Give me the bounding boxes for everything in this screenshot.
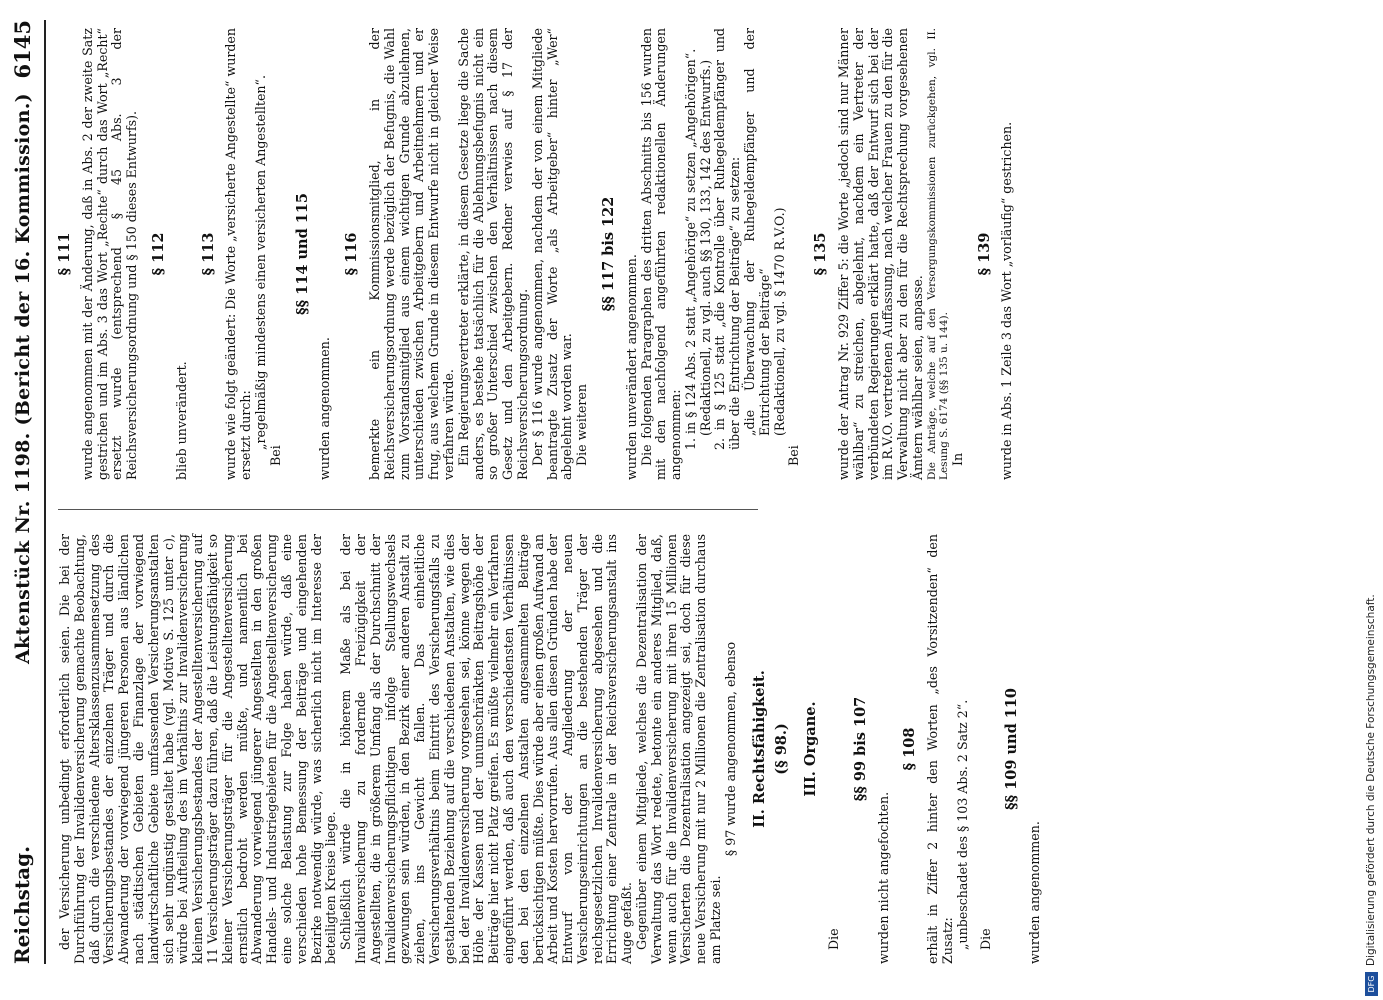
paragraph: Bei xyxy=(267,445,283,466)
paragraph: erhält in Ziffer 2 hinter den Worten „des Vorsitzenden“ den Zusatz: xyxy=(925,534,956,964)
chapter-heading: II. Rechtsfähigkeit. xyxy=(750,670,768,828)
header-title: Aktenstück Nr. 1198. (Bericht der 16. Kommission.) xyxy=(12,93,34,664)
credit-text: Digitalisierung gefördert durch die Deutsche Forschungsgemeinschaft. xyxy=(1365,594,1377,966)
paragraph: wurde wie folgt geändert: Die Worte „versicherte Angestellte“ wurden ersetzt durch: xyxy=(223,28,254,480)
paragraph: Gegenüber einem Mitgliede, welches die Dezentralisation der Verwaltung das Wort redete, betonte ein anderes Mitglied, daß, wenn auch für die Invalidenversicherung mit ihren 15 Millionen Versicherten die Dezentralisation angezeigt sei, doch für diese neue Versicherung mit nur 2 Millionen die Zentralisation durchaus am Platze sei. xyxy=(634,534,724,964)
paragraph: wurden angenommen. xyxy=(317,337,333,480)
paragraph: Bei xyxy=(786,445,802,466)
digitization-credit xyxy=(1361,0,1383,1000)
list-item-note: (Redaktionell, zu vgl. § 1470 R.V.O.) xyxy=(771,207,787,436)
paragraph: Der § 116 wurde angenommen, nachdem der von einem Mitgliede beantragte Zusatz der Worte „als Arbeitgeber“ hinter „Wer“ abgelehnt worden war. xyxy=(529,28,575,480)
paragraph: Schließlich würde die in höherem Maße als bei der Invalidenversicherung zu fordernde Freizügigkeit der Angestellten, die in größerem Umfang als der Durchschnitt der Invalidenversicherungspflichtigen infolge Stellungswechsels gezwungen sein würden, in den Bezirk einer anderen Anstalt zu ziehen, ins Gewicht fallen. Das einheitliche Versicherungsverhältnis beim Eintritt des Versicherungsfalls zu gestaltenden Beziehung auf die verschiedenen Anstalten, wie dies bei der Invalidenversicherung vorgesehen sei, könne wegen der Höhe der Kassen und der unumschränkten Beitragshöhe der Beiträge hier nicht Platz greifen. Es müßte vielmehr ein Verfahren eingeführt werden, daß auch den verschiedensten Verhältnissen den bei den einzelnen Anstalten angesammelten Beiträge berücksichtigen müßte. Dies würde aber einen großen Aufwand an Arbeit und Kosten hervorrufen. Aus allen diesen Gründen habe der Entwurf von der Angliederung der neuen Versicherungseinrichtungen an die bestehenden Träger der reichsgesetzlichen Invalidenversicherung abgesehen und die Errichtung einer Zentrale in der Reichsversicherungsanstalt ins Auge gefaßt. xyxy=(338,534,635,964)
paragraph: Die weiteren xyxy=(574,384,590,466)
paragraph: blieb unverändert. xyxy=(173,361,189,480)
section-heading: §§ 117 bis 122 xyxy=(599,196,617,312)
list-item-note: (Redaktionell, zu vgl. auch §§ 130, 133, 142 des Entwurfs.) xyxy=(697,59,713,436)
column-divider xyxy=(58,509,758,510)
paragraph: Die xyxy=(977,928,993,950)
paragraph: „unbeschadet des § 103 Abs. 2 Satz 2“. xyxy=(954,699,970,950)
section-heading: (§ 98.) xyxy=(773,723,791,775)
paragraph: Die xyxy=(826,928,842,950)
dfg-logo-icon: DFG xyxy=(1365,972,1378,996)
left-column xyxy=(58,534,1043,964)
paragraph: wurde angenommen mit der Änderung, daß in Abs. 2 der zweite Satz gestrichen und im Abs. 3 das Wort „Rechte“ durch das Wort „Recht“ ersetzt wurde (entsprechend § 45 Abs. 3 der Reichsversicherungsordnung und § 150 dieses Entwurfs). xyxy=(79,28,140,480)
list-item: 2. in § 125 statt „die Kontrolle über Ruhegeldempfänger und über die Entrichtung der Beiträge“ zu setzen: xyxy=(712,28,743,450)
section-heading: § 116 xyxy=(343,232,361,276)
paragraph: Ein Regierungsvertreter erklärte, in diesem Gesetze liege die Sache anders, es bestehe tatsächlich für die Ablehnungsbefugnis nicht ein so großer Unterschied zwischen den Verhältnissen nach diesem Gesetz und den Arbeitgebern. Redner verwies auf § 17 der Reichsversicherungsordnung. xyxy=(455,28,530,480)
paragraph: In xyxy=(949,452,965,466)
paragraph: wurden unverändert angenommen. xyxy=(623,254,639,480)
paragraph: wurden nicht angefochten. xyxy=(875,791,891,964)
page-header xyxy=(4,20,46,964)
section-heading: § 111 xyxy=(56,232,73,276)
paragraph: wurde in Abs. 1 Zeile 3 das Wort „vorläufig“ gestrichen. xyxy=(999,121,1015,480)
list-item-quote: „die Überwachung der Ruhegeldempfänger und der Entrichtung der Beiträge“ xyxy=(742,28,772,436)
section-heading: §§ 109 und 110 xyxy=(1003,687,1021,811)
footnote: Die Anträge, welche auf den Versorgungskommissionen zurückgehen, vgl. II. Lesung S. 6174 (§§ 135 u. 144). xyxy=(925,28,951,480)
right-column xyxy=(58,28,1015,480)
paragraph: wurden angenommen. xyxy=(1027,821,1043,964)
paragraph: „regelmäßig mindestens einen versicherten Angestellten“. xyxy=(252,75,268,450)
chapter-heading: III. Organe. xyxy=(802,701,820,797)
section-heading: § 113 xyxy=(199,232,217,276)
section-heading: § 108 xyxy=(901,727,919,771)
section-heading: § 135 xyxy=(812,232,830,276)
section-heading: § 112 xyxy=(149,232,167,276)
list-item: 1. in § 124 Abs. 2 statt „Angehörige“ zu setzen „Angehörigen“. xyxy=(682,48,698,450)
paragraph: bemerkte ein Kommissionsmitglied, in der Reichsversicherungsordnung werde bezüglich der Befugnis, die Wahl zum Vorstandsmitglied aus einem wichtigen Grunde abzulehnen, unterschieden zwischen Arbeitgebern und Arbeitnehmern und er frug, aus welchem Grunde in diesem Entwurfe nicht in gleicher Weise verfahren würde. xyxy=(366,28,456,480)
paragraph: der Versicherung unbedingt erforderlich seien. Die bei der Durchführung der Invalidenversicherung gemachte Beobachtung, daß durch die verschiedene Altersklassenzusammensetzung des Versicherungsbestandes der einzelnen Träger und durch die Abwanderung der vorwiegend jüngeren Personen aus ländlichen nach städtischen Gebieten die Finanzlage der vorwiegend landwirtschaftliche Gebiete umfassenden Versicherungsanstalten sich sehr ungünstig gestaltet habe (vgl. Motive S. 125 unter c), würde bei Aufteilung des im Verhältnis zur Invalidenversicherung kleinen Versicherungsbestandes der Angestelltenversicherung auf 11 Versicherungsträger dazu führen, daß die Leistungsfähigkeit so kleiner Versicherungsträger für die Angestelltenversicherung ernstlich bedroht werden müßte, und namentlich bei Abwanderung vorwiegend jüngerer Angestellten in den großen Handels- und Industriegebieten für die Angestelltenversicherung eine solche Belastung zur Folge haben würde, daß eine verschieden hohe Bemessung der Beiträge und eingehenden Bezirke notwendig würde, was sicherlich nicht im Interesse der beteiligten Kreise liege. xyxy=(57,534,339,964)
section-heading: §§ 99 bis 107 xyxy=(851,696,869,802)
paragraph: wurde der Antrag Nr. 929 Ziffer 5: die Worte „jedoch sind nur Männer wählbar“ zu streichen, abgelehnt, nachdem ein Vertreter der verbündeten Regierungen erklärt hatte, daß der Entwurf sich bei der im R.V.O. vertretenen Auffassung, nach welcher Frauen zu den für die Verwaltung nicht aber zu den für die Rechtsprechung vorgesehenen Ämtern wählbar seien, anpasse. xyxy=(836,28,926,480)
page-number: 6145 xyxy=(10,20,35,79)
section-heading: §§ 114 und 115 xyxy=(293,192,311,316)
section-heading: § 139 xyxy=(975,232,993,276)
paragraph: Die folgenden Paragraphen des dritten Abschnitts bis 156 wurden mit den nachfolgend angeführten redaktionellen Änderungen angenommen: xyxy=(638,28,684,480)
paragraph: § 97 wurde angenommen, ebenso xyxy=(722,641,738,857)
header-left: Reichstag. xyxy=(10,845,34,964)
